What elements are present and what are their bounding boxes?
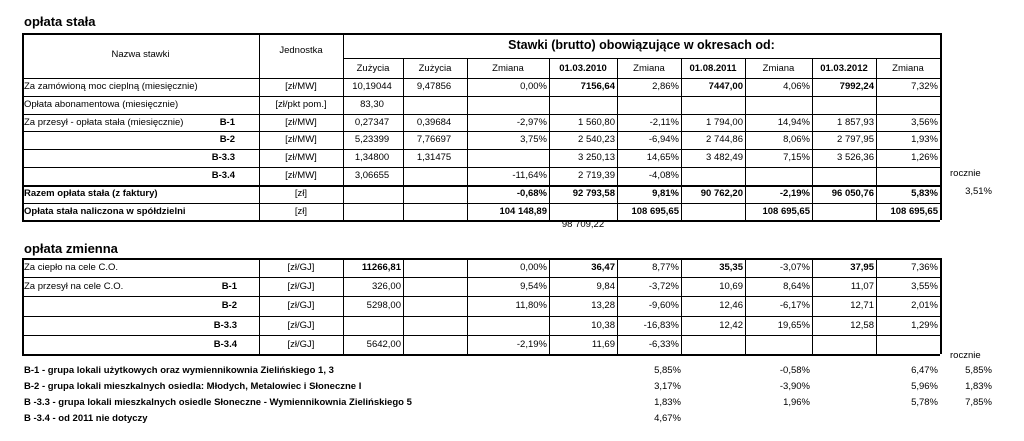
cell-value: -9,60% (648, 300, 679, 312)
cell-value: 5298,00 (366, 300, 401, 312)
table-border-right (940, 33, 942, 78)
cell-value: 12,71 (850, 300, 874, 312)
row-border (22, 185, 940, 187)
grid-line (467, 149, 468, 167)
cell-value: 2,01% (911, 300, 938, 312)
row-unit: [zł] (294, 205, 308, 217)
cell-value: 1,34800 (354, 152, 390, 164)
cell-value: 326,00 (371, 281, 401, 293)
table-border-top (22, 33, 940, 35)
grid-line (681, 335, 682, 354)
grid-line (940, 277, 942, 296)
legend-value: 6,47% (911, 365, 938, 376)
row-border (22, 114, 940, 115)
cell-value: 1,29% (911, 319, 938, 331)
cell-value: 9,81% (652, 187, 679, 199)
grid-line (403, 316, 404, 335)
subheader-7: 01.03.2012 (820, 63, 868, 74)
cell-value: 3 526,36 (837, 152, 874, 164)
cell-value: -11,64% (512, 170, 547, 181)
cell-value: 104 148,89 (499, 205, 547, 217)
cell-value: 0,39684 (416, 116, 452, 128)
grid-line (403, 203, 404, 221)
cell-value: 3 482,49 (706, 152, 743, 164)
cell-value: 3,75% (520, 134, 547, 146)
row-border (22, 354, 940, 356)
grid-line (940, 203, 942, 221)
cell-value: -16,83% (643, 319, 679, 331)
cell-value: 11266,81 (361, 262, 401, 273)
row-unit: [zł/MW] (285, 170, 317, 181)
grid-line (259, 33, 260, 78)
row-name: Za ciepło na cele C.O. (24, 262, 118, 273)
header-stawki: Stawki (brutto) obowiązujące w okresach od: (508, 38, 775, 52)
legend-value: 5,85% (965, 365, 992, 376)
grid-line (549, 96, 550, 114)
row-unit: [zł/MW] (285, 81, 317, 92)
cell-value: 3 250,13 (578, 152, 615, 164)
rocznie-label: rocznie (950, 168, 981, 179)
grid-line (745, 167, 746, 185)
cell-value: 13,28 (591, 300, 615, 312)
cell-value: 96 050,76 (831, 187, 874, 199)
cell-value: 7,32% (911, 81, 938, 92)
cell-value: 5642,00 (366, 338, 401, 350)
legend-value: 5,85% (654, 365, 681, 376)
grid-line (343, 316, 344, 335)
cell-value: 11,80% (515, 300, 547, 312)
row-border (22, 167, 940, 168)
grid-line (467, 96, 468, 114)
grid-line (876, 167, 877, 185)
grid-line (681, 203, 682, 221)
cell-value: 2 719,39 (578, 170, 615, 181)
row-code: B-3.3 (213, 319, 237, 331)
grid-line (681, 96, 682, 114)
cell-value: 10,38 (591, 319, 615, 331)
cell-value: 1,31475 (416, 152, 452, 164)
row-name: Opłata stała naliczona w spółdzielni (24, 205, 186, 217)
row-border (22, 316, 940, 317)
cell-value: 5,83% (911, 187, 938, 199)
grid-line (940, 167, 942, 185)
table2-border-top (22, 258, 940, 260)
row-name: Razem opłata stała (z faktury) (24, 187, 158, 199)
row-unit: [zł/MW] (285, 134, 317, 146)
row-code: B-3.3 (211, 152, 235, 164)
rocznie-value: 3,51% (965, 186, 992, 197)
subheader-1: Zużycia (418, 63, 452, 74)
grid-line (681, 167, 682, 185)
cell-value: -2,19% (779, 187, 810, 199)
grid-line (549, 203, 550, 221)
cell-value: 8,64% (783, 281, 810, 293)
row-name: Za przesył na cele C.O. (24, 281, 124, 293)
grid-line (403, 167, 404, 185)
grid-line (940, 78, 942, 96)
legend-item: B -3.3 - grupa lokali mieszkalnych osiedle Słoneczne - Wymiennikownia Zielińskiego 5 (24, 397, 412, 408)
legend-item: B-1 - grupa lokali użytkowych oraz wymiennikownia Zielińskiego 1, 3 (24, 365, 334, 376)
subheader-2: Zmiana (492, 63, 524, 74)
row-unit: [zł/GJ] (287, 319, 315, 331)
grid-line (940, 114, 942, 132)
row-border (22, 335, 940, 336)
cell-value: 1,93% (911, 134, 938, 146)
row-border (22, 277, 940, 278)
row-code: B-1 (219, 116, 235, 128)
legend-value: 1,83% (654, 397, 681, 408)
row-unit: [zł/GJ] (287, 262, 315, 273)
grid-line (812, 96, 813, 114)
cell-value: 7,76697 (416, 134, 452, 146)
cell-value: 11,69 (591, 338, 615, 350)
cell-value: 12,42 (719, 319, 743, 331)
legend-value: -3,90% (779, 381, 810, 392)
row-name: Za zamówioną moc cieplną (miesięcznie) (24, 81, 198, 92)
row-unit: [zł] (294, 187, 308, 199)
row-unit: [zł/GJ] (287, 300, 315, 312)
cell-value: 2,86% (652, 81, 679, 92)
grid-line (745, 96, 746, 114)
grid-line (343, 203, 344, 221)
grid-line (343, 185, 344, 203)
row-name: Za przesył - opłata stała (miesięcznie) (24, 116, 184, 128)
cell-value: 1,26% (911, 152, 938, 164)
header-jednostka: Jednostka (279, 45, 323, 56)
cell-value: 8,77% (652, 262, 679, 273)
grid-line (940, 258, 942, 277)
grid-line (403, 258, 404, 277)
cell-value: 37,95 (850, 262, 874, 273)
row-border (22, 220, 940, 222)
grid-line (403, 185, 404, 203)
header-nazwa-stawki: Nazwa stawki (111, 49, 170, 60)
row-border (22, 96, 940, 97)
grid-line (812, 335, 813, 354)
cell-value: -6,94% (648, 134, 679, 146)
legend-value: 4,67% (654, 413, 681, 424)
cell-value: 2 540,23 (578, 134, 615, 146)
header-divider (343, 58, 940, 59)
cell-value: 2 797,95 (837, 134, 874, 146)
grid-line (467, 316, 468, 335)
cell-value: -6,33% (648, 338, 679, 350)
grid-line (812, 167, 813, 185)
cell-value: 1 560,80 (578, 116, 615, 128)
row-name: Opłata abonamentowa (miesięcznie) (24, 98, 179, 110)
cell-value: 3,06655 (354, 170, 390, 181)
legend-value: 5,96% (911, 381, 938, 392)
grid-line (617, 96, 618, 114)
cell-value: 0,27347 (354, 116, 390, 128)
subheader-0: Zużycia (356, 63, 390, 74)
cell-value: 108 695,65 (631, 205, 679, 217)
cell-value: 0,00% (520, 81, 547, 92)
cell-value: -2,19% (516, 338, 547, 350)
section-title-2: opłata zmienna (24, 241, 118, 256)
row-unit: [zł/MW] (285, 152, 317, 164)
grid-line (812, 203, 813, 221)
cell-value: 4,06% (783, 81, 810, 92)
grid-line (940, 316, 942, 335)
cell-value: 36,47 (591, 262, 615, 273)
grid-line (745, 335, 746, 354)
cell-value: 92 793,58 (572, 187, 615, 199)
grid-line (403, 96, 404, 114)
grid-line (940, 335, 942, 354)
grid-line (940, 185, 942, 203)
grid-line (403, 277, 404, 296)
cell-value: 9,47856 (416, 81, 452, 92)
legend-value: -0,58% (779, 365, 810, 376)
cell-value: 7992,24 (839, 81, 874, 92)
cell-value: 10,19044 (352, 81, 392, 92)
row-unit: [zł/GJ] (287, 338, 315, 350)
row-code: B-2 (221, 300, 237, 312)
legend-value: 3,17% (654, 381, 681, 392)
cell-value: 1 857,93 (837, 116, 874, 128)
header-bottom (22, 78, 940, 79)
cell-value: -3,07% (779, 262, 810, 273)
cell-value: 3,55% (911, 281, 938, 293)
cell-value: -2,11% (649, 116, 679, 128)
cell-value: -0,68% (516, 187, 547, 199)
grid-line (876, 335, 877, 354)
cell-value: 7,15% (783, 152, 810, 164)
row-code: B-3.4 (211, 170, 235, 181)
row-border (22, 131, 940, 132)
cell-value: 11,07 (850, 281, 874, 293)
row-code: B-1 (221, 281, 237, 293)
row-code: B-2 (219, 134, 235, 146)
cell-value: 10,69 (719, 281, 743, 293)
cell-value: 14,94% (777, 116, 810, 128)
cell-value: 90 762,20 (700, 187, 743, 199)
subheader-6: Zmiana (762, 63, 795, 74)
cell-value: -3,72% (648, 281, 679, 293)
cell-value: 19,65% (777, 319, 810, 331)
cell-value: 2 744,86 (706, 134, 743, 146)
legend-value: 1,96% (783, 397, 810, 408)
cell-value: 35,35 (719, 262, 743, 273)
cell-value: 12,58 (850, 319, 874, 331)
subheader-8: Zmiana (892, 63, 924, 74)
grid-line (940, 296, 942, 315)
section-title: opłata stała (24, 14, 96, 29)
row-unit: [zł/pkt pom.] (275, 98, 327, 110)
row-code: B-3.4 (213, 338, 237, 350)
grid-line (940, 131, 942, 149)
grid-line (403, 296, 404, 315)
legend-item: B -3.4 - od 2011 nie dotyczy (24, 413, 148, 424)
row-border (22, 296, 940, 297)
grid-line (403, 335, 404, 354)
grid-line (940, 149, 942, 167)
cell-value: 5,23399 (354, 134, 390, 146)
grid-line (940, 96, 942, 114)
cell-value: -4,08% (648, 170, 679, 181)
legend-value: 1,83% (965, 381, 992, 392)
cell-value: 12,46 (719, 300, 743, 312)
cell-value: 8,06% (783, 134, 810, 146)
legend-value: 7,85% (965, 397, 992, 408)
cell-value: 7,36% (911, 262, 938, 273)
cell-value: 108 695,65 (890, 205, 938, 217)
row-unit: [zł/MW] (285, 116, 317, 128)
below-value: 98 709,22 (561, 219, 605, 230)
cell-value: 1 794,00 (706, 116, 743, 128)
subheader-5: 01.08.2011 (689, 63, 737, 74)
cell-value: 3,56% (911, 116, 938, 128)
legend-item: B-2 - grupa lokali mieszkalnych osiedla: Młodych, Metalowiec i Słoneczne I (24, 381, 362, 392)
cell-value: -2,97% (516, 116, 547, 128)
cell-value: 108 695,65 (762, 205, 810, 217)
cell-value: 0,00% (520, 262, 547, 273)
subheader-3: 01.03.2010 (559, 63, 607, 74)
legend-rocznie-label: rocznie (950, 350, 981, 361)
legend-value: 5,78% (911, 397, 938, 408)
cell-value: 7156,64 (580, 81, 615, 92)
cell-value: -6,17% (779, 300, 810, 312)
cell-value: 7447,00 (708, 81, 743, 92)
row-unit: [zł/GJ] (287, 281, 315, 293)
grid-line (876, 96, 877, 114)
row-border (22, 149, 940, 150)
cell-value: 14,65% (646, 152, 679, 164)
cell-value: 9,84 (596, 281, 615, 293)
subheader-4: Zmiana (633, 63, 665, 74)
cell-value: 9,54% (520, 281, 547, 293)
row-border (22, 203, 940, 204)
cell-value: 83,30 (360, 98, 384, 110)
